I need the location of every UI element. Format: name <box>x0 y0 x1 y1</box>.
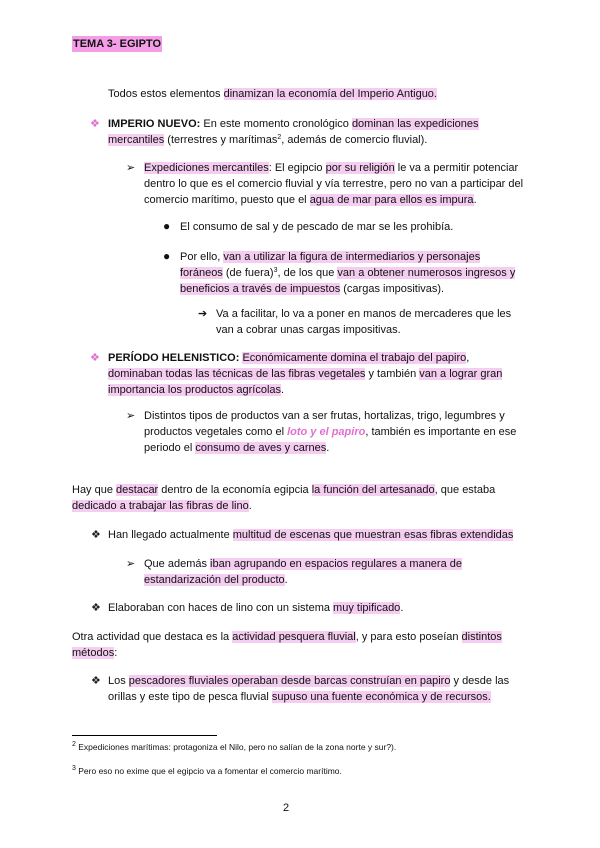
text-span: Por ello, <box>180 251 224 263</box>
arrowhead-bullet-icon: ➢ <box>126 162 136 174</box>
text-span: (terrestres y marítimas <box>164 134 278 146</box>
diamond-bullet-icon: ❖ <box>90 352 100 364</box>
arrowhead-bullet-icon: ➢ <box>126 558 136 570</box>
footnote-ref: 2 <box>277 134 282 141</box>
footnote-ref: 3 <box>72 765 76 772</box>
text-span: , <box>466 352 470 364</box>
text-span: Los <box>108 675 129 687</box>
highlight-span: por su religión <box>325 162 395 174</box>
highlight-span: beneficios a través de impuestos <box>180 283 341 295</box>
text-span: , además de comercio fluvial). <box>281 134 428 146</box>
text-line: Va a facilitar, lo va a poner en manos de mercaderes que les <box>216 308 512 320</box>
dot-bullet-icon: ● <box>163 249 171 263</box>
text-span: (de fuera) <box>222 267 274 279</box>
highlight-span: multitud de escenas que muestran esas fibras extendidas <box>232 529 514 541</box>
text-span: En este momento cronológico <box>200 118 352 130</box>
highlight-span: foráneos <box>180 267 223 279</box>
highlight-span: van a obtener numerosos ingresos y <box>337 267 516 279</box>
text-span: , y para esto poseían <box>355 631 462 643</box>
text-span: (cargas impositivas). <box>340 283 445 295</box>
text-span: y desde las <box>450 675 510 687</box>
clover-bullet-icon: ❖ <box>91 675 101 687</box>
imperio-nuevo-paragraph <box>108 116 548 148</box>
text-span: . <box>281 384 285 396</box>
footnote-ref: 3 <box>273 267 278 274</box>
expediciones-paragraph <box>144 160 564 208</box>
dot-bullet-icon: ● <box>163 219 171 233</box>
text-span: , de los que <box>277 267 338 279</box>
imperio-label: IMPERIO NUEVO: <box>108 118 201 130</box>
text-line: van a cobrar unas cargas impositivas. <box>216 324 401 336</box>
highlight-span: van a lograr gran <box>419 368 503 380</box>
highlight-span: actividad pesquera fluvial <box>232 631 356 643</box>
footnote-3 <box>72 765 342 777</box>
escenas-paragraph <box>108 527 548 543</box>
highlight-span: Económicamente domina el trabajo del papiro <box>242 352 467 364</box>
pesquera-paragraph <box>72 629 542 661</box>
text-span: Hay que <box>72 484 117 496</box>
clover-bullet-icon: ❖ <box>91 529 101 541</box>
highlight-span: mercantiles <box>108 134 165 146</box>
highlight-span: dedicado a trabajar las fibras de lino <box>72 500 249 512</box>
pescadores-paragraph <box>108 673 548 705</box>
text-span: . <box>284 574 288 586</box>
text-span: : El egipcio <box>268 162 326 174</box>
text-span: productos vegetales como el <box>144 426 288 438</box>
clover-bullet-icon: ❖ <box>91 602 101 614</box>
text-span: . <box>400 602 404 614</box>
text-span: comercio marítimo, puesto que el <box>144 194 310 206</box>
highlight-span: métodos <box>72 647 115 659</box>
arrow-bullet-icon: ➔ <box>198 308 208 320</box>
text-span: , también es importante en ese <box>365 426 517 438</box>
artesanado-paragraph <box>72 482 542 514</box>
productos-paragraph <box>144 408 564 456</box>
text-span: le va a permitir potenciar <box>394 162 519 174</box>
text-span: . <box>473 194 477 206</box>
text-span: Elaboraban con haces de lino con un sistema <box>108 602 334 614</box>
highlight-span: importancia los productos agrícolas <box>108 384 282 396</box>
diamond-bullet-icon: ❖ <box>90 118 100 130</box>
text-span: . <box>248 500 252 512</box>
emphasis-span: loto y el papiro <box>287 426 366 438</box>
highlight-span: agua de mar para ellos es impura <box>309 194 474 206</box>
footnote-divider <box>72 735 217 736</box>
text-span: Otra actividad que destaca es la <box>72 631 233 643</box>
helenistico-paragraph <box>108 350 548 398</box>
text-span: Han llegado actualmente <box>108 529 233 541</box>
intro-text: Todos estos elementos <box>108 88 224 100</box>
footnote-ref: 2 <box>72 741 76 748</box>
highlight-span: la función del artesanado <box>311 484 435 496</box>
helenistico-label: PERÍODO HELENISTICO: <box>108 352 240 364</box>
intermediarios-paragraph <box>180 249 570 297</box>
highlight-span: van a utilizar la figura de intermediarios y personajes <box>223 251 481 263</box>
arrowhead-bullet-icon: ➢ <box>126 410 136 422</box>
agrupando-paragraph <box>144 556 564 588</box>
mercaderes-paragraph <box>216 306 556 338</box>
intro-paragraph <box>108 86 437 102</box>
highlight-span: supuso una fuente económica y de recursos. <box>271 691 491 703</box>
highlight-span: dominan las expediciones <box>351 118 479 130</box>
footnote-text: Expediciones marítimas: protagoniza el Nilo, pero no salían de la zona norte y sur?). <box>75 742 397 752</box>
text-line: dentro lo que es el comercio fluvial y vía terrestre, pero no van a participar del <box>144 178 524 190</box>
highlight-span: pescadores fluviales operaban desde barcas construían en papiro <box>128 675 451 687</box>
highlight-span: consumo de aves y carnes <box>195 442 327 454</box>
page-number: 2 <box>283 802 290 814</box>
text-span: Que además <box>144 558 211 570</box>
highlight-span: destacar <box>116 484 159 496</box>
sal-paragraph: El consumo de sal y de pescado de mar se les prohibía. <box>180 221 454 233</box>
page-title: TEMA 3- EGIPTO <box>73 38 162 50</box>
text-span: orillas y este tipo de pesca fluvial <box>108 691 272 703</box>
text-span: , que estaba <box>434 484 496 496</box>
text-span: dentro de la economía egipcia <box>158 484 312 496</box>
footnote-2 <box>72 741 396 753</box>
highlight-span: distintos <box>461 631 502 643</box>
footnote-text: Pero eso no exime que el egipcio va a fomentar el comercio marítimo. <box>75 766 342 776</box>
highlight-span: estandarización del producto <box>144 574 285 586</box>
text-span: periodo el <box>144 442 196 454</box>
highlight-span: iban agrupando en espacios regulares a manera de <box>210 558 462 570</box>
intro-highlight: dinamizan la economía del Imperio Antiguo. <box>223 88 437 100</box>
text-span: : <box>114 647 118 659</box>
highlight-span: dominaban todas las técnicas de las fibras vegetales <box>108 368 366 380</box>
haces-paragraph <box>108 600 548 616</box>
text-span: . <box>326 442 330 454</box>
text-span: y también <box>365 368 420 380</box>
highlight-span: muy tipificado <box>333 602 401 614</box>
highlight-span: Expediciones mercantiles <box>144 162 269 174</box>
text-line: Distintos tipos de productos van a ser frutas, hortalizas, trigo, legumbres y <box>144 410 505 422</box>
